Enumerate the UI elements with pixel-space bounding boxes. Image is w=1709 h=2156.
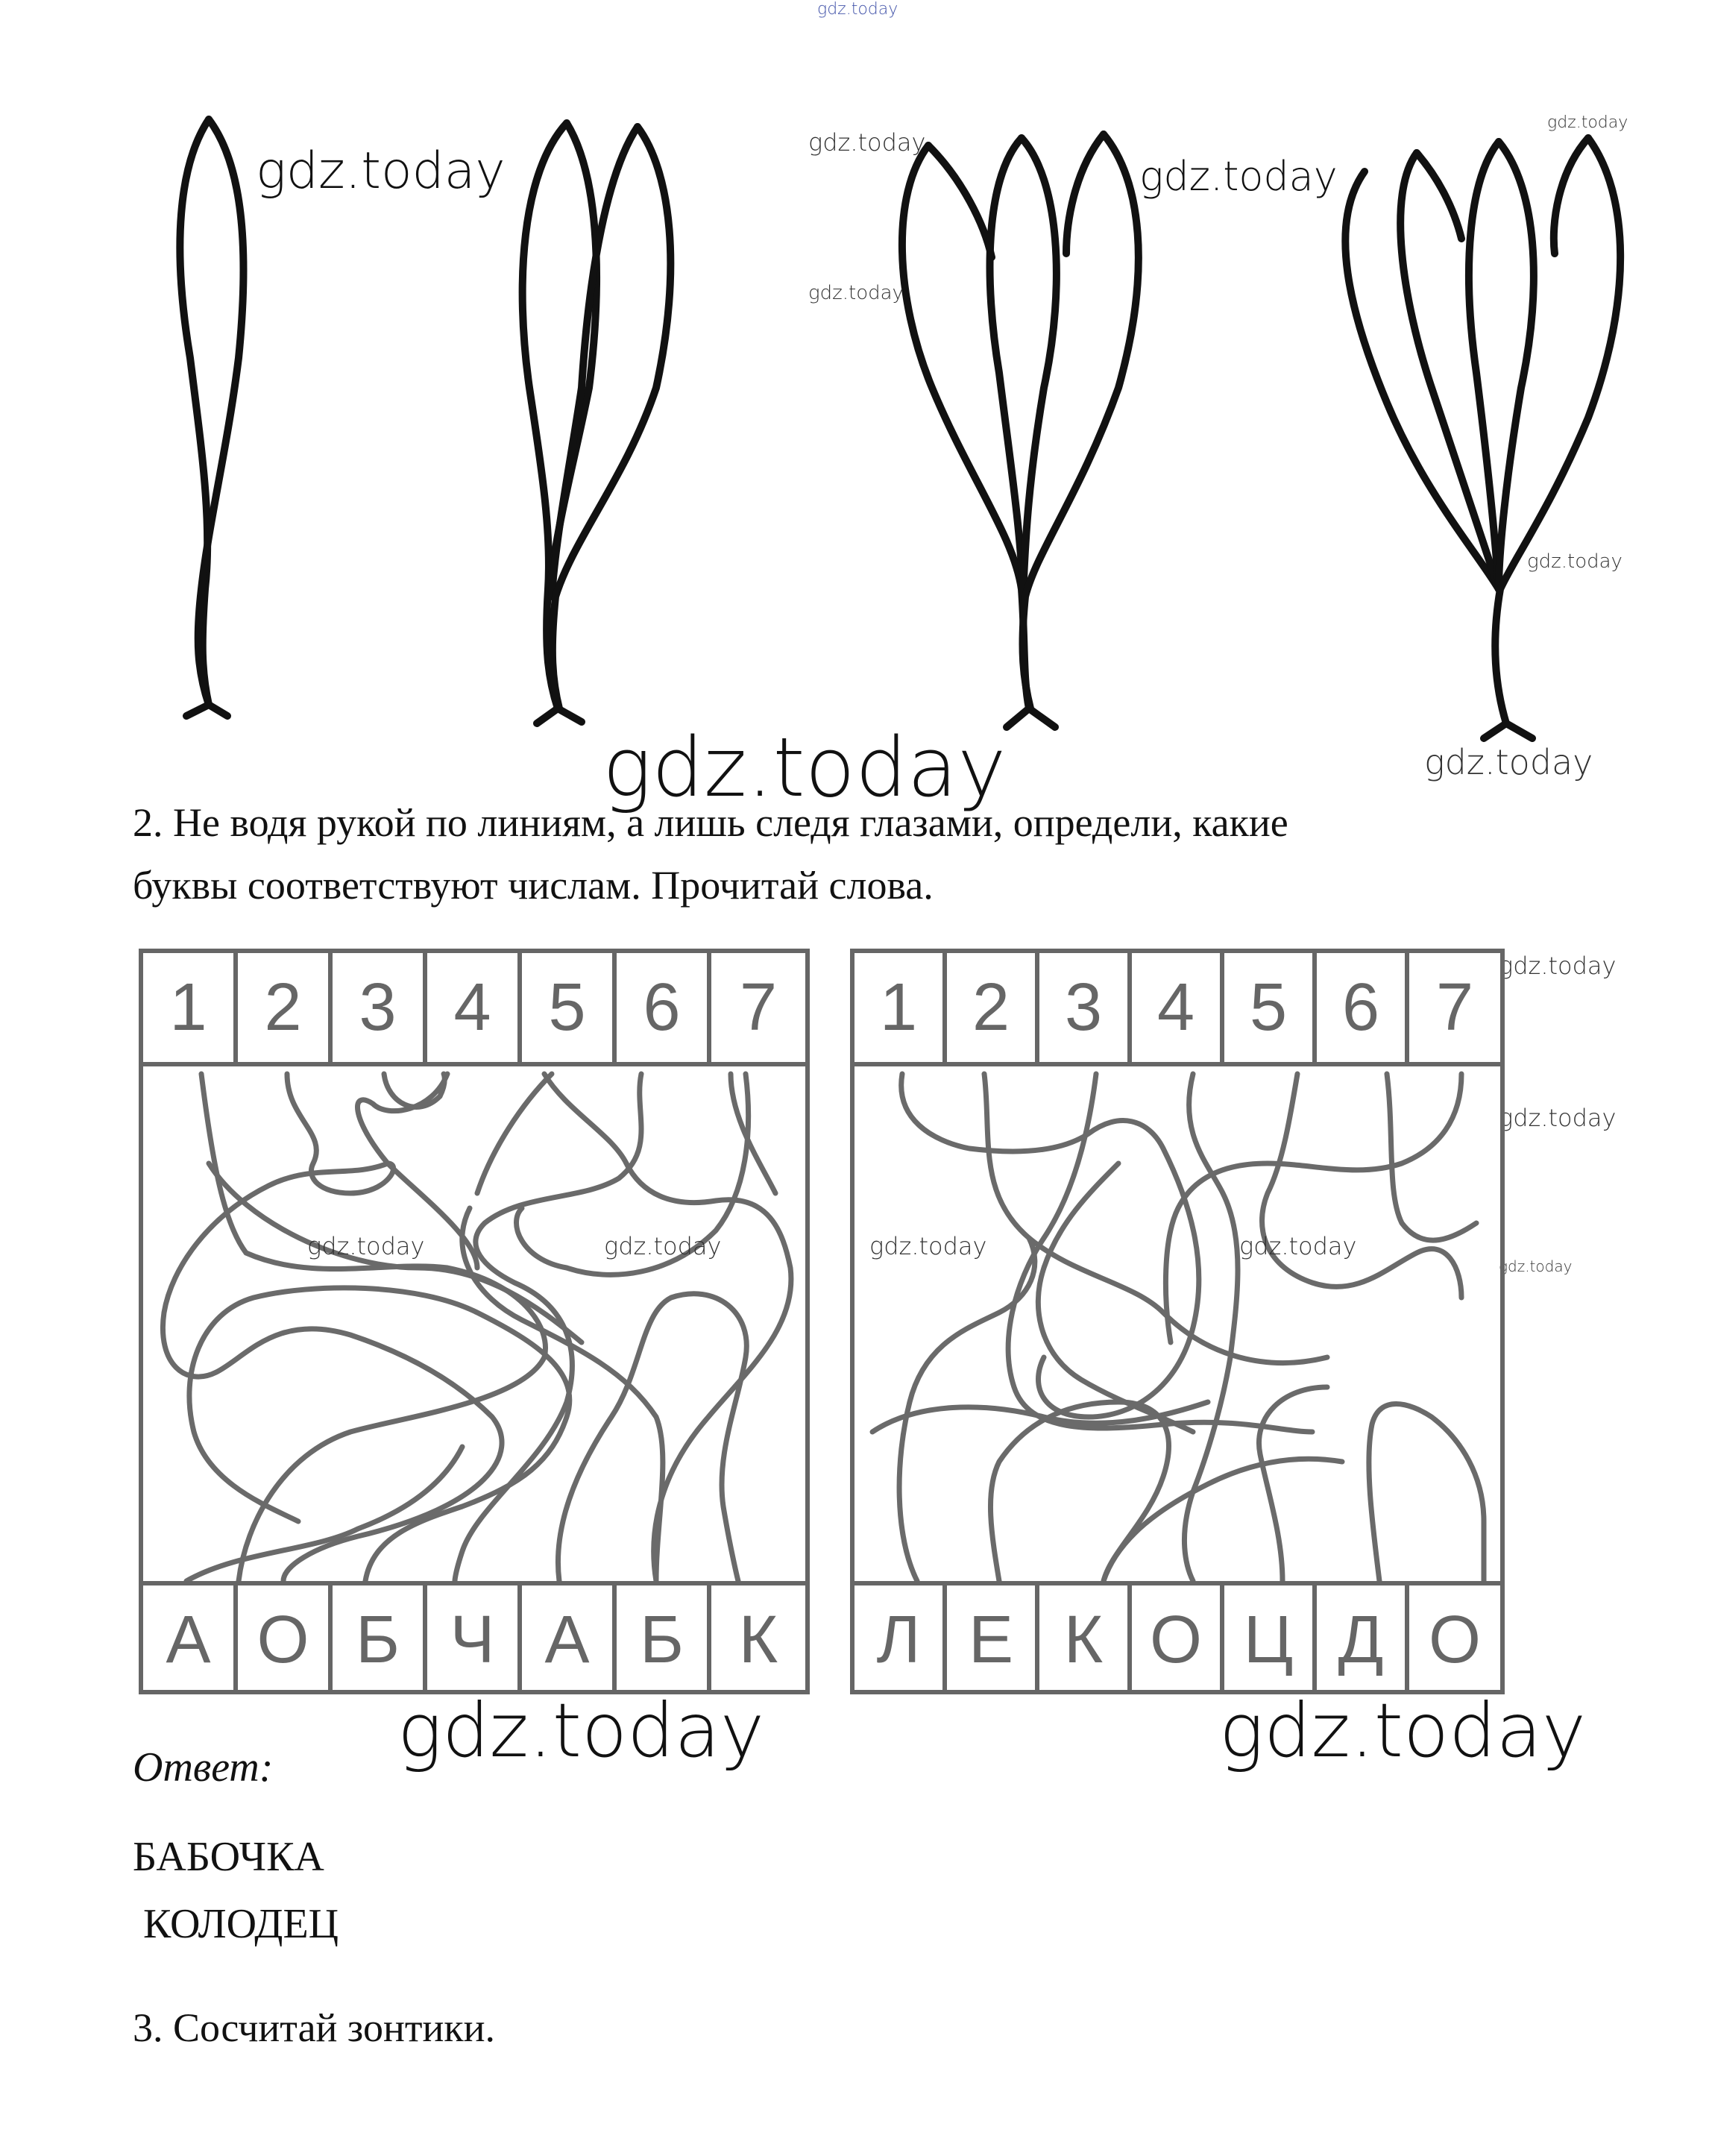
letter-cell: О <box>1428 1602 1481 1677</box>
watermark: gdz.today <box>1527 550 1623 573</box>
number-cell: 3 <box>1039 953 1132 1062</box>
letter-cell: Ч <box>427 1585 522 1694</box>
answer-label: Ответ: <box>133 1744 274 1791</box>
number-cell: 5 <box>522 953 617 1062</box>
letter-cell: Ц <box>1224 1585 1317 1694</box>
watermark: gdz.today <box>602 720 1007 815</box>
watermark: gdz.today <box>1499 1257 1573 1275</box>
letter-cell: К <box>1039 1585 1132 1694</box>
watermark: gdz.today <box>1139 153 1338 200</box>
number-cell: 6 <box>617 953 711 1062</box>
number-cell: 4 <box>427 953 522 1062</box>
task-2-text <box>133 792 1288 917</box>
letter-cell: Б <box>617 1585 711 1694</box>
number-cell: 5 <box>1224 953 1317 1062</box>
watermark: gdz.today <box>256 142 506 201</box>
watermark: gdz.today <box>869 1232 987 1260</box>
answer-word-1: БАБОЧКА <box>133 1834 324 1880</box>
letter-cell: А <box>522 1585 617 1694</box>
letter-cell: А <box>143 1585 238 1694</box>
number-cell: 1 <box>854 953 947 1062</box>
letter-cell: О <box>238 1585 333 1694</box>
number-cell: 2 <box>947 953 1039 1062</box>
watermark: gdz.today <box>817 0 898 19</box>
watermark: gdz.today <box>307 1232 425 1260</box>
letter-cell: Д <box>1317 1585 1409 1694</box>
watermark: gdz.today <box>1499 952 1617 980</box>
number-cell: 3 <box>333 953 427 1062</box>
left-letter-row <box>143 1581 805 1694</box>
right-number-row <box>854 953 1500 1066</box>
watermark: gdz.today <box>808 282 904 304</box>
watermark: gdz.today <box>1547 113 1628 132</box>
letter-cell: К <box>738 1602 778 1677</box>
task-3-text: 3. Сосчитай зонтики. <box>133 2005 495 2050</box>
watermark: gdz.today <box>1239 1232 1357 1260</box>
left-number-row <box>143 953 805 1066</box>
letter-cell: Б <box>333 1585 427 1694</box>
number-cell: 7 <box>739 969 778 1045</box>
leaf-figures <box>180 119 1620 738</box>
watermark: gdz.today <box>808 128 926 157</box>
number-cell: 1 <box>143 953 238 1062</box>
watermark: gdz.today <box>1499 1104 1617 1132</box>
number-cell: 2 <box>238 953 333 1062</box>
watermark: gdz.today <box>1424 742 1593 782</box>
watermark: gdz.today <box>397 1687 765 1774</box>
watermark: gdz.today <box>604 1232 722 1260</box>
letter-cell: Л <box>854 1585 947 1694</box>
watermark: gdz.today <box>1219 1687 1587 1774</box>
letter-cell: Е <box>947 1585 1039 1694</box>
number-cell: 4 <box>1132 953 1224 1062</box>
right-letter-row <box>854 1581 1500 1694</box>
number-cell: 7 <box>1435 969 1474 1045</box>
answer-word-2: КОЛОДЕЦ <box>143 1901 339 1947</box>
number-cell: 6 <box>1317 953 1409 1062</box>
letter-cell: О <box>1132 1585 1224 1694</box>
task-2-line-1: 2. Не водя рукой по линиям, а лишь следя глазами, определи, какие <box>133 800 1288 845</box>
task-2-line-2: буквы соответствуют числам. Прочитай слова. <box>133 862 934 908</box>
